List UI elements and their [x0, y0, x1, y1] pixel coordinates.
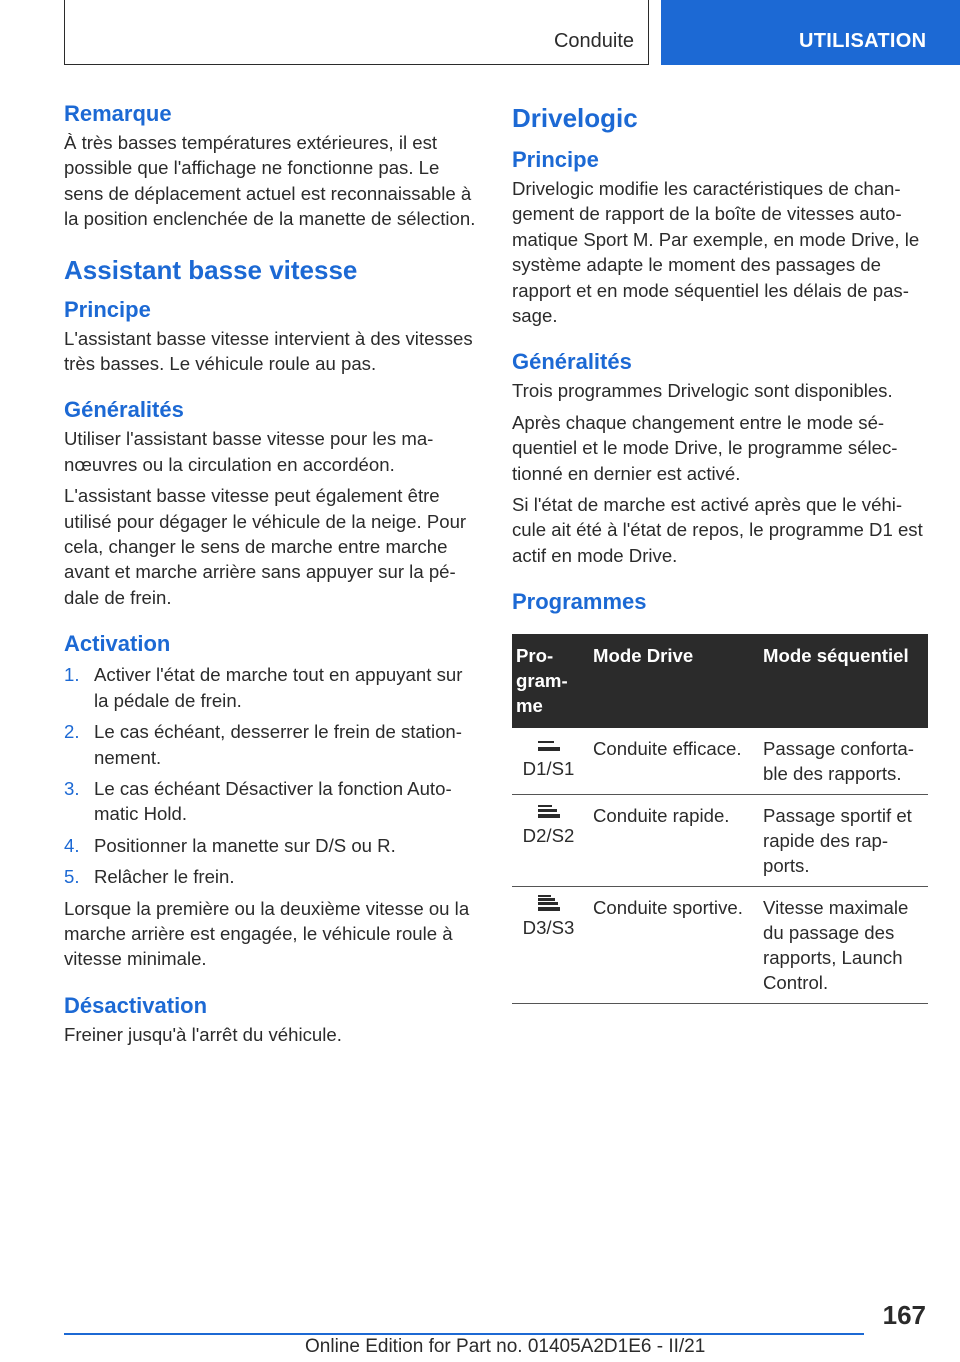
page-number: 167 — [882, 1300, 926, 1330]
drivelogic-heading: Drivelogic — [512, 103, 638, 133]
list-item — [64, 662, 478, 713]
drivelogic-3-icon — [538, 895, 560, 913]
program-cell — [512, 795, 585, 887]
header-chapter-title: UTILISATION — [799, 30, 927, 52]
generalites-paragraph-3: Si l'état de marche est activé après que le véhicule ait été à l'état de repos, le programme D1 est actif en mode Drive. — [512, 494, 923, 566]
table-row — [512, 887, 928, 1004]
header-section-title: Conduite — [553, 30, 634, 52]
step-text: Positionner la manette sur D/S ou R. — [94, 834, 396, 856]
sequential-cell: Passage confortable des rapports. — [755, 728, 928, 795]
list-item — [64, 776, 478, 827]
program-cell — [512, 728, 585, 795]
generalites-paragraph-2: L'assistant basse vitesse peut également être utilisé pour dégager le véhicule de la neige. Pour cela, changer le sens de marche entre marche avant et marche arrière sans appuyer sur la pédale de frein. — [64, 485, 467, 608]
step-number: 4. — [64, 834, 80, 856]
desactivation-text: Freiner jusqu'à l'arrêt du véhicule. — [64, 1023, 342, 1045]
header-program: Programme — [512, 634, 585, 728]
header-chapter-box — [661, 0, 960, 65]
remarque-text: À très basses températures extérieures, il est possible que l'affichage ne fonctionne pas. Le sens de déplacement actuel est reconnaissable à la position enclenchée de la manette de sélection. — [64, 132, 476, 230]
header-sequential: Mode séquentiel — [755, 634, 928, 728]
programmes-heading: Programmes — [512, 589, 647, 615]
generalites-heading: Généralités — [512, 349, 632, 375]
table-header-row — [512, 634, 928, 728]
step-text: Relâcher le frein. — [94, 866, 235, 888]
list-item — [64, 719, 478, 770]
sequential-cell: Passage sportif et rapide des rapports. — [755, 795, 928, 887]
step-text: Le cas échéant, desserrer le frein de stationnement. — [94, 721, 462, 768]
left-column — [64, 100, 478, 1053]
program-cell — [512, 887, 585, 1004]
step-text: Le cas échéant Désactiver la fonction Automatic Hold. — [94, 777, 452, 825]
activation-after-text: Lorsque la première ou la deuxième vitesse ou la marche arrière est engagée, le véhicule roule à vitesse minimale. — [64, 897, 470, 970]
list-item — [64, 864, 478, 889]
activation-steps — [64, 662, 478, 889]
drivelogic-2-icon — [538, 803, 560, 821]
header-section-box — [64, 0, 649, 65]
table-row — [512, 728, 928, 795]
drive-cell: Conduite sportive. — [585, 887, 755, 1004]
step-number: 1. — [64, 664, 80, 686]
generalites-paragraph-1: Utiliser l'assistant basse vitesse pour les manœuvres ou la circulation en accordéon. — [64, 428, 434, 475]
activation-heading: Activation — [64, 631, 171, 657]
step-number: 5. — [64, 866, 80, 888]
footer-edition: Online Edition for Part no. 01405A2D1E6 - II/21 — [305, 1336, 706, 1357]
generalites-heading: Généralités — [64, 397, 184, 423]
right-column — [512, 100, 928, 1004]
header-drive: Mode Drive — [585, 634, 755, 728]
program-code: D3/S3 — [522, 917, 575, 939]
drive-cell: Conduite efficace. — [585, 728, 755, 795]
program-code: D1/S1 — [522, 758, 575, 780]
principe-text: L'assistant basse vitesse intervient à des vitesses très basses. Le véhicule roule au pas. — [64, 327, 473, 375]
drivelogic-1-icon — [538, 736, 560, 754]
program-code: D2/S2 — [522, 825, 575, 847]
list-item — [64, 833, 478, 858]
assistant-heading: Assistant basse vitesse — [64, 254, 358, 285]
step-number: 2. — [64, 721, 80, 743]
principe-heading: Principe — [64, 296, 151, 322]
desactivation-heading: Désactivation — [64, 992, 208, 1018]
drive-cell: Conduite rapide. — [585, 795, 755, 887]
principe-heading: Principe — [512, 147, 599, 172]
remarque-heading: Remarque — [64, 101, 172, 126]
step-text: Activer l'état de marche tout en appuyant sur la pédale de frein. — [94, 664, 463, 711]
step-number: 3. — [64, 777, 80, 799]
table-row — [512, 795, 928, 887]
programmes-table — [512, 634, 928, 1004]
generalites-paragraph-2: Après chaque changement entre le mode séquentiel et le mode Drive, le programme sélectionné en dernier est activé. — [512, 411, 898, 484]
sequential-cell: Vitesse maximale du passage des rapports, Launch Control. — [755, 887, 928, 1004]
principe-text: Drivelogic modifie les caractéristiques de changement de rapport de la boîte de vitesses automatique Sport M. Par exemple, en mode Drive, le système adapte le moment des passages de rapport et en mode séquentiel les délais de passage. — [512, 178, 920, 327]
generalites-paragraph-1: Trois programmes Drivelogic sont disponibles. — [512, 380, 893, 402]
